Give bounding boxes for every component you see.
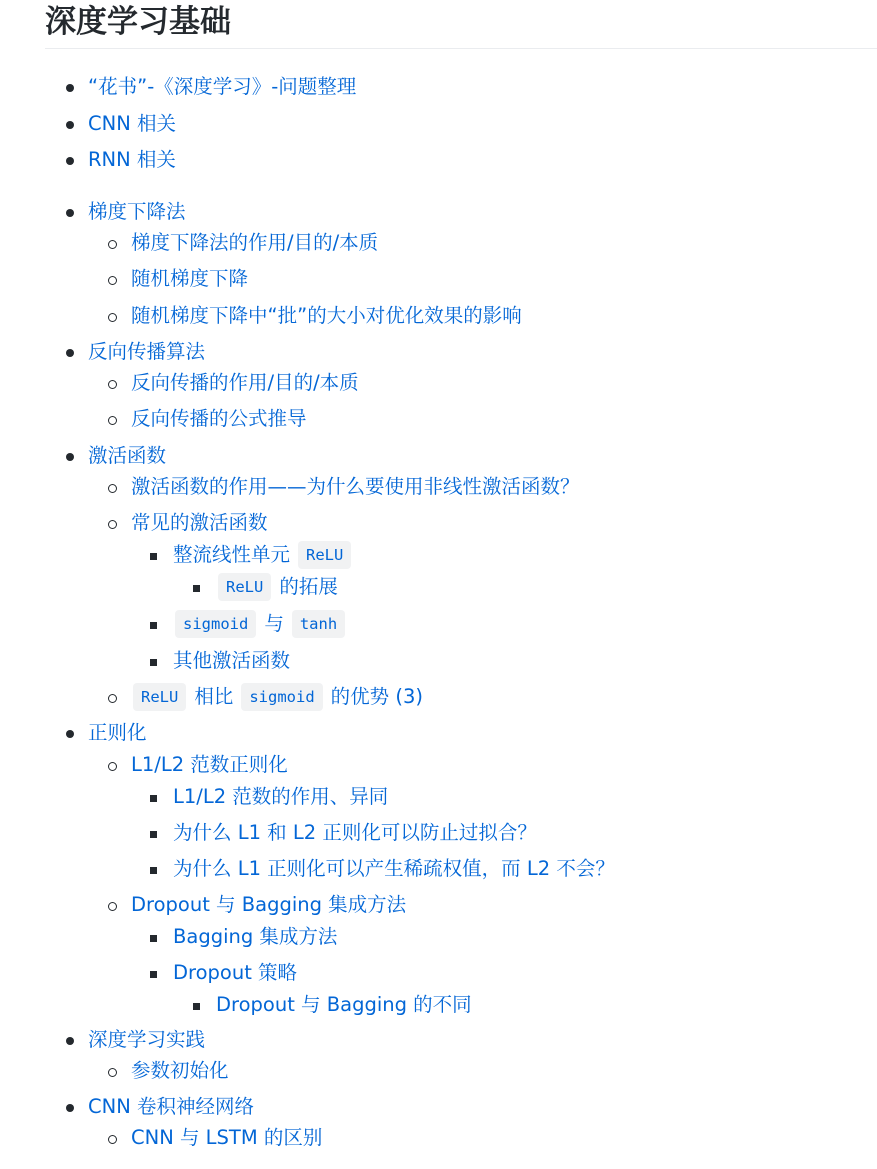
link-text: Dropout 与 Bagging 集成方法 xyxy=(131,893,407,916)
circle-bullet-icon xyxy=(108,1135,117,1144)
link-text: 深度学习实践 xyxy=(88,1028,206,1051)
toc-item-level-1 xyxy=(88,71,356,103)
toc-item-level-3 xyxy=(173,957,297,989)
circle-bullet-icon xyxy=(108,380,117,389)
disc-bullet-icon xyxy=(66,1037,74,1045)
inline-code: ReLU xyxy=(298,541,351,569)
toc-item-level-2 xyxy=(131,471,580,503)
link-text: 梯度下降法 xyxy=(88,200,186,223)
link-text: 整流线性单元 xyxy=(173,543,291,566)
link-text: 的优势 (3) xyxy=(330,685,423,708)
link-text: 常见的激活函数 xyxy=(131,511,268,534)
toc-item-level-2 xyxy=(131,1055,229,1087)
inline-code: ReLU xyxy=(218,573,271,601)
toc-link[interactable] xyxy=(173,608,347,640)
square-bullet-icon xyxy=(150,935,157,942)
link-text: 反向传播的作用/目的/本质 xyxy=(131,371,359,394)
disc-bullet-icon xyxy=(66,157,74,165)
square-bullet-icon xyxy=(150,553,157,560)
toc-item-level-3 xyxy=(173,817,537,849)
toc-link[interactable] xyxy=(173,645,290,677)
toc-item-level-1 xyxy=(88,440,166,472)
link-text: 为什么 L1 正则化可以产生稀疏权值，而 L2 不会？ xyxy=(173,857,615,880)
page-title: 深度学习基础 xyxy=(45,4,231,40)
disc-bullet-icon xyxy=(66,349,74,357)
toc-link[interactable] xyxy=(173,539,353,571)
circle-bullet-icon xyxy=(108,484,117,493)
toc-item-level-2 xyxy=(131,889,406,921)
toc-item-level-2 xyxy=(131,681,423,713)
toc-link[interactable] xyxy=(88,71,356,103)
link-text: CNN 相关 xyxy=(88,112,176,135)
link-text: L1/L2 范数正则化 xyxy=(131,753,288,776)
toc-item-level-1 xyxy=(88,717,147,749)
toc-link[interactable] xyxy=(216,989,472,1021)
link-text: 相比 xyxy=(194,685,234,708)
inline-code: tanh xyxy=(292,610,345,638)
square-bullet-icon xyxy=(150,831,157,838)
link-text: Dropout 与 Bagging 的不同 xyxy=(216,993,472,1016)
link-text: 的拓展 xyxy=(279,575,338,598)
toc-item-level-2 xyxy=(131,367,359,399)
toc-item-level-4 xyxy=(216,571,338,603)
toc-link[interactable] xyxy=(173,957,297,989)
toc-link[interactable] xyxy=(88,1091,254,1123)
toc-item-level-3 xyxy=(173,853,615,885)
toc-link[interactable] xyxy=(88,717,147,749)
toc-link[interactable] xyxy=(173,853,615,885)
toc-item-level-2 xyxy=(131,227,378,259)
circle-bullet-icon xyxy=(108,902,117,911)
toc-item-level-1 xyxy=(88,196,186,228)
toc-item-level-3 xyxy=(173,921,337,953)
toc-item-level-2 xyxy=(131,263,248,295)
link-text: 激活函数的作用——为什么要使用非线性激活函数？ xyxy=(131,475,580,498)
link-text: 其他激活函数 xyxy=(173,649,291,672)
toc-link[interactable] xyxy=(88,1024,205,1056)
toc-link[interactable] xyxy=(131,681,423,713)
link-text: RNN 相关 xyxy=(88,148,176,171)
toc-item-level-2 xyxy=(131,507,268,539)
circle-bullet-icon xyxy=(108,762,117,771)
toc-link[interactable] xyxy=(88,440,166,472)
toc-link[interactable] xyxy=(88,108,176,140)
disc-bullet-icon xyxy=(66,209,74,217)
toc-item-level-3 xyxy=(173,781,388,813)
toc-link[interactable] xyxy=(173,781,388,813)
toc-link[interactable] xyxy=(131,300,522,332)
inline-code: sigmoid xyxy=(241,683,322,711)
toc-link[interactable] xyxy=(131,263,248,295)
toc-item-level-4 xyxy=(216,989,472,1021)
link-text: 梯度下降法的作用/目的/本质 xyxy=(131,231,379,254)
toc-link[interactable] xyxy=(131,749,288,781)
toc-item-level-3 xyxy=(173,645,290,677)
link-text: 激活函数 xyxy=(88,444,167,467)
link-text: Dropout 策略 xyxy=(173,961,298,984)
toc-item-level-3 xyxy=(173,539,353,571)
square-bullet-icon xyxy=(150,867,157,874)
disc-bullet-icon xyxy=(66,730,74,738)
toc-link[interactable] xyxy=(216,571,338,603)
link-text: Bagging 集成方法 xyxy=(173,925,338,948)
circle-bullet-icon xyxy=(108,1068,117,1077)
link-text: CNN 与 LSTM 的区别 xyxy=(131,1126,323,1149)
circle-bullet-icon xyxy=(108,276,117,285)
toc-item-level-1 xyxy=(88,1024,205,1056)
square-bullet-icon xyxy=(150,795,157,802)
square-bullet-icon xyxy=(193,585,200,592)
toc-link[interactable] xyxy=(131,1055,229,1087)
disc-bullet-icon xyxy=(66,121,74,129)
toc-link[interactable] xyxy=(131,1122,322,1154)
square-bullet-icon xyxy=(150,659,157,666)
link-text: 与 xyxy=(264,612,284,635)
inline-code: sigmoid xyxy=(175,610,256,638)
circle-bullet-icon xyxy=(108,313,117,322)
square-bullet-icon xyxy=(150,971,157,978)
link-text: 反向传播算法 xyxy=(88,340,206,363)
inline-code: ReLU xyxy=(133,683,186,711)
link-text: “花书”-《深度学习》-问题整理 xyxy=(88,75,357,98)
toc-link[interactable] xyxy=(131,227,378,259)
disc-bullet-icon xyxy=(66,453,74,461)
toc-item-level-1 xyxy=(88,1091,254,1123)
link-text: 为什么 L1 和 L2 正则化可以防止过拟合？ xyxy=(173,821,537,844)
link-text: CNN 卷积神经网络 xyxy=(88,1095,254,1118)
disc-bullet-icon xyxy=(66,84,74,92)
toc-link[interactable] xyxy=(88,144,176,176)
toc-item-level-2 xyxy=(131,1122,322,1154)
circle-bullet-icon xyxy=(108,694,117,703)
toc-item-level-1 xyxy=(88,108,176,140)
toc-item-level-1 xyxy=(88,144,176,176)
toc-link[interactable] xyxy=(131,471,580,503)
link-text: L1/L2 范数的作用、异同 xyxy=(173,785,389,808)
toc-link[interactable] xyxy=(88,336,205,368)
toc-link[interactable] xyxy=(131,403,307,435)
link-text: 参数初始化 xyxy=(131,1059,229,1082)
circle-bullet-icon xyxy=(108,416,117,425)
toc-link[interactable] xyxy=(131,889,406,921)
toc-link[interactable] xyxy=(88,196,186,228)
circle-bullet-icon xyxy=(108,240,117,249)
link-text: 正则化 xyxy=(88,721,147,744)
link-text: 随机梯度下降 xyxy=(131,267,249,290)
link-text: 随机梯度下降中“批”的大小对优化效果的影响 xyxy=(131,304,522,327)
toc-link[interactable] xyxy=(131,367,359,399)
toc-link[interactable] xyxy=(131,507,268,539)
disc-bullet-icon xyxy=(66,1104,74,1112)
toc-link[interactable] xyxy=(173,817,537,849)
toc-item-level-2 xyxy=(131,403,307,435)
link-text: 反向传播的公式推导 xyxy=(131,407,307,430)
toc-item-level-1 xyxy=(88,336,205,368)
square-bullet-icon xyxy=(150,622,157,629)
toc-item-level-2 xyxy=(131,300,522,332)
toc-item-level-3 xyxy=(173,608,347,640)
square-bullet-icon xyxy=(193,1003,200,1010)
toc-link[interactable] xyxy=(173,921,337,953)
toc-item-level-2 xyxy=(131,749,288,781)
circle-bullet-icon xyxy=(108,520,117,529)
